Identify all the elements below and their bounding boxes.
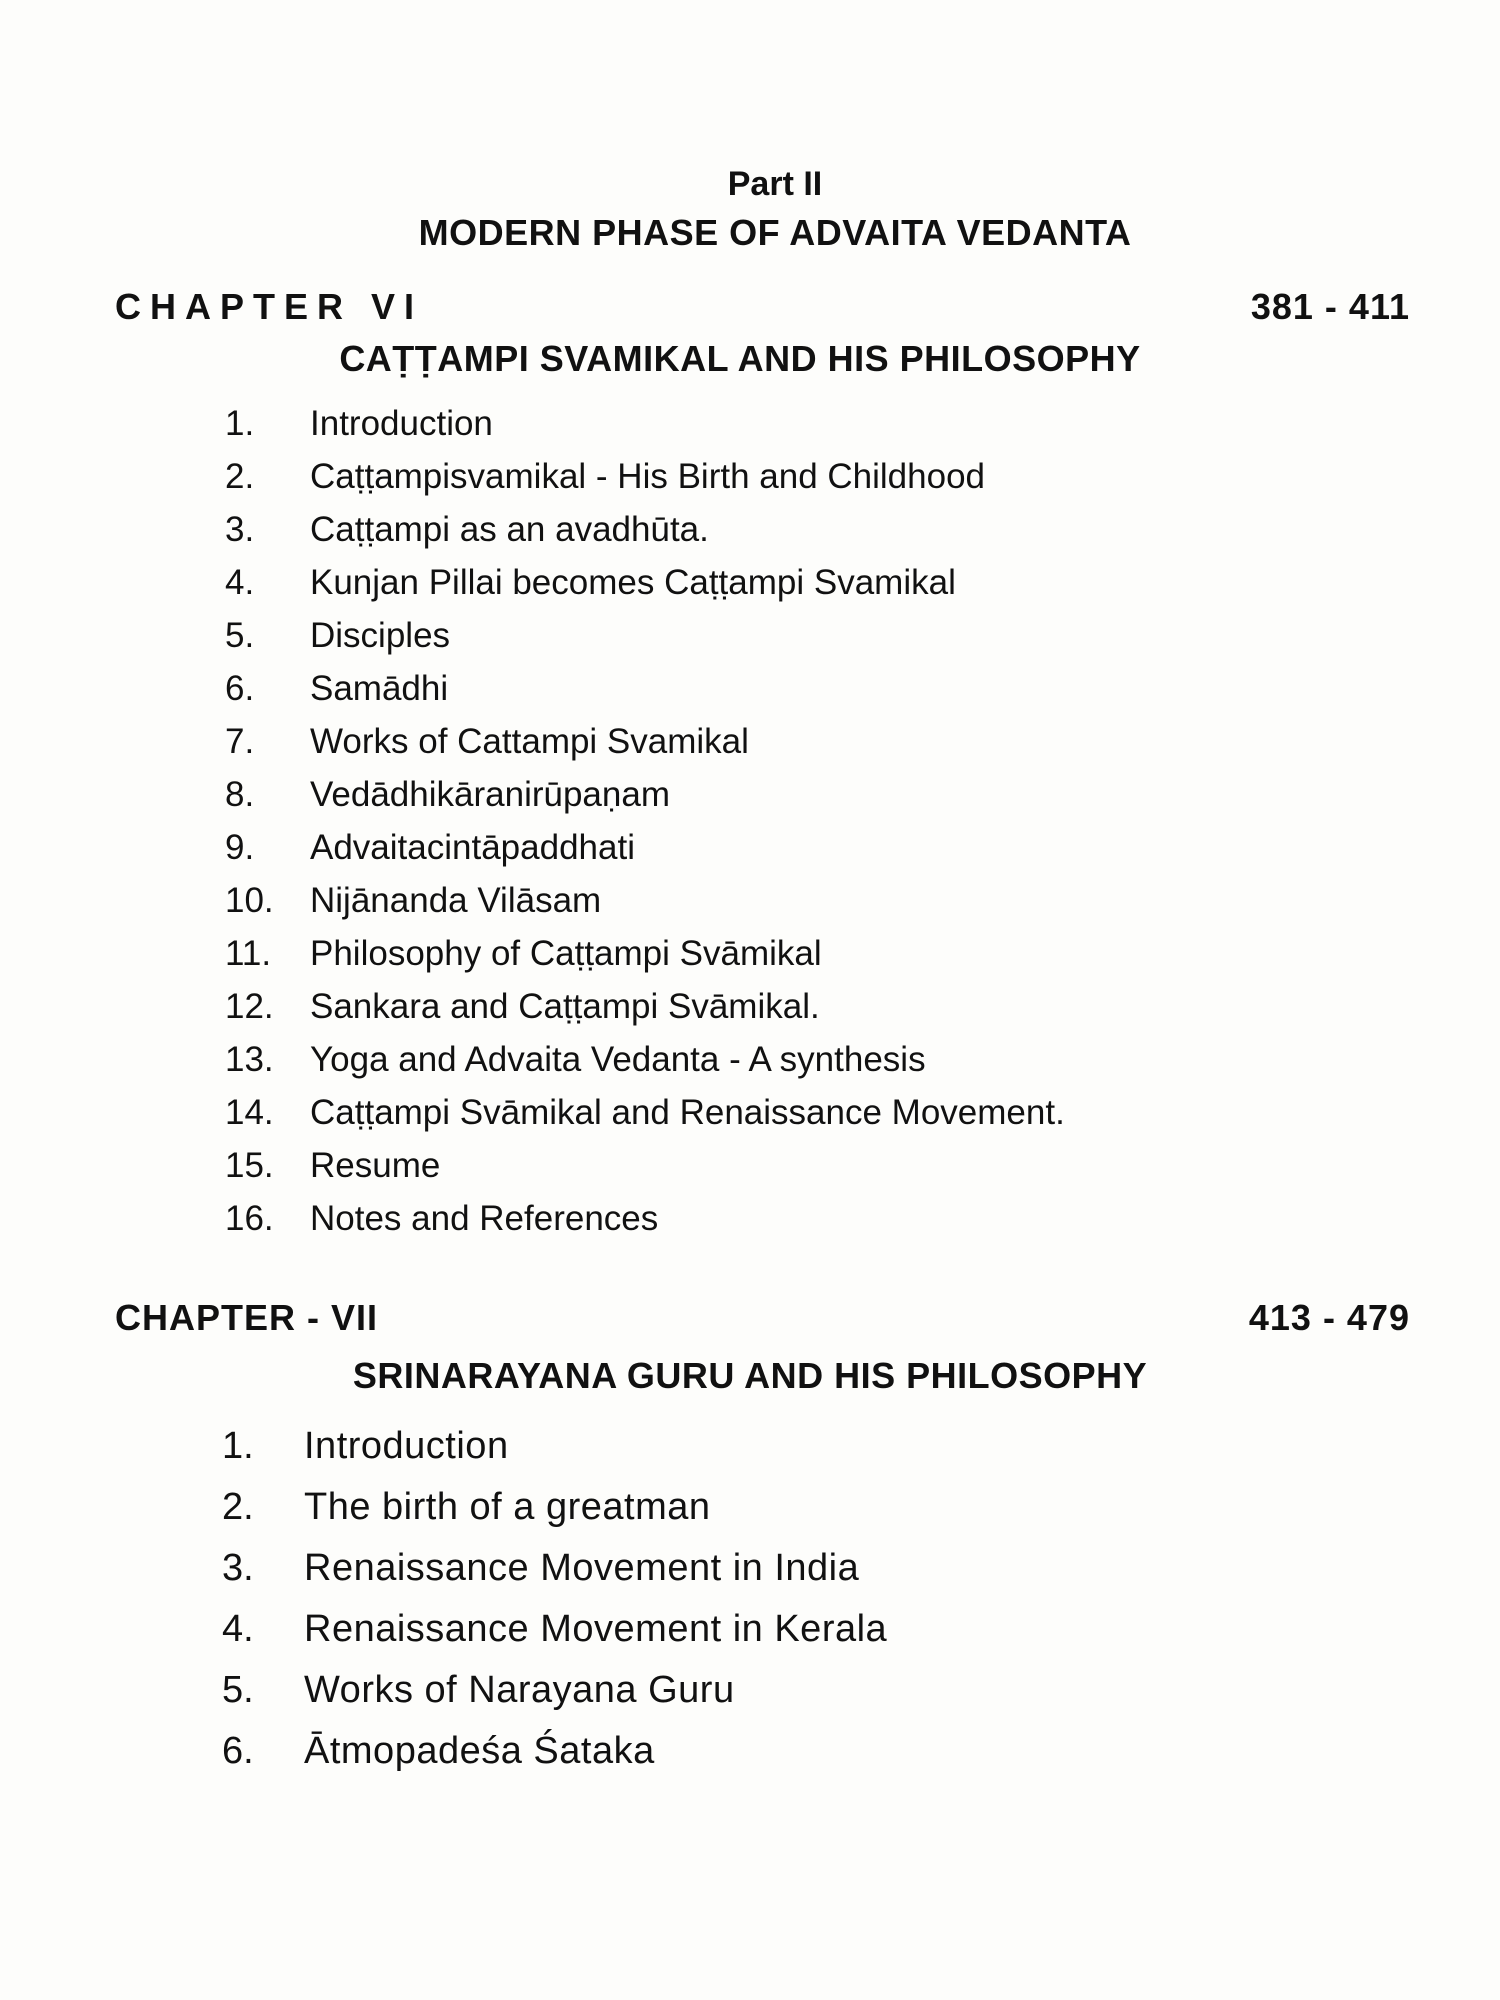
toc-item <box>225 563 1325 616</box>
toc-item-text: Caṭṭampi Svāmikal and Renaissance Movement. <box>310 1093 1065 1132</box>
toc-item-number: 13. <box>225 1040 274 1079</box>
toc-item <box>225 722 1325 775</box>
part-title: MODERN PHASE OF ADVAITA VEDANTA <box>418 212 1132 253</box>
toc-item-number: 6. <box>225 669 255 708</box>
toc-item-text: Ātmopadeśa Śataka <box>304 1730 655 1772</box>
chapter-heading <box>115 1297 1410 1341</box>
toc-item-text: Nijānanda Vilāsam <box>310 881 602 920</box>
toc-item-number: 12. <box>225 987 274 1026</box>
toc-item-number: 15. <box>225 1146 274 1185</box>
toc-item-number: 16. <box>225 1199 274 1238</box>
toc-item <box>222 1547 1322 1608</box>
toc-item <box>225 987 1325 1040</box>
toc-item-text: Caṭṭampi as an avadhūta. <box>310 510 709 549</box>
toc-item-number: 1. <box>225 404 255 443</box>
chapter-title: CAṬṬAMPI SVAMIKAL AND HIS PHILOSOPHY <box>339 338 1141 379</box>
toc-item-number: 9. <box>225 828 255 867</box>
toc-item-text: Notes and References <box>310 1199 659 1238</box>
toc-item-text: Renaissance Movement in India <box>304 1547 860 1589</box>
toc-item-text: Advaitacintāpaddhati <box>310 828 635 867</box>
toc-item-number: 8. <box>225 775 255 814</box>
toc-item-number: 4. <box>225 563 255 602</box>
toc-item <box>225 1040 1325 1093</box>
toc-item-number: 6. <box>222 1730 254 1772</box>
toc-item <box>222 1425 1322 1486</box>
toc-item-number: 10. <box>225 881 274 920</box>
toc-item-text: Philosophy of Caṭṭampi Svāmikal <box>310 934 822 973</box>
toc-item-number: 7. <box>225 722 255 761</box>
toc-item-number: 5. <box>222 1669 254 1711</box>
toc-item <box>222 1730 1322 1791</box>
toc-item-number: 5. <box>225 616 255 655</box>
toc-item-number: 14. <box>225 1093 274 1132</box>
toc-item-text: Vedādhikāranirūpaṇam <box>310 775 670 814</box>
toc-item <box>225 934 1325 987</box>
toc-item-text: Resume <box>310 1146 441 1185</box>
chapter-label: CHAPTER VI <box>115 286 424 327</box>
chapter-page-range: 381 - 411 <box>1250 286 1410 327</box>
toc-item-number: 3. <box>225 510 255 549</box>
toc-item-text: Works of Cattampi Svamikal <box>310 722 749 761</box>
toc-item <box>222 1669 1322 1730</box>
toc-item-text: Introduction <box>310 404 493 443</box>
chapter-label: CHAPTER - VII <box>115 1297 379 1338</box>
toc-item-text: Samādhi <box>310 669 449 708</box>
toc-item <box>225 616 1325 669</box>
chapter-contents-list <box>222 1425 1322 1791</box>
part-label: Part II <box>727 165 823 203</box>
toc-item <box>225 510 1325 563</box>
toc-item-number: 2. <box>225 457 255 496</box>
toc-item-number: 11. <box>225 934 272 973</box>
toc-item <box>225 828 1325 881</box>
toc-item <box>225 881 1325 934</box>
chapter-heading <box>115 286 1410 330</box>
toc-item <box>225 1199 1325 1252</box>
toc-item <box>225 404 1325 457</box>
toc-item-text: Renaissance Movement in Kerala <box>304 1608 888 1650</box>
toc-item-text: The birth of a greatman <box>304 1486 711 1528</box>
toc-item <box>225 669 1325 722</box>
toc-item-number: 3. <box>222 1547 254 1589</box>
toc-item-text: Introduction <box>304 1425 509 1467</box>
toc-item <box>225 775 1325 828</box>
toc-item <box>222 1608 1322 1669</box>
toc-item-text: Works of Narayana Guru <box>304 1669 735 1711</box>
toc-item-text: Disciples <box>310 616 451 655</box>
toc-item <box>222 1486 1322 1547</box>
toc-item-text: Sankara and Caṭṭampi Svāmikal. <box>310 987 820 1026</box>
toc-item-number: 2. <box>222 1486 254 1528</box>
toc-item-text: Yoga and Advaita Vedanta - A synthesis <box>310 1040 926 1079</box>
chapter-title: SRINARAYANA GURU AND HIS PHILOSOPHY <box>352 1355 1148 1396</box>
toc-item <box>225 457 1325 510</box>
toc-item-text: Kunjan Pillai becomes Caṭṭampi Svamikal <box>310 563 956 602</box>
chapter-contents-list <box>225 404 1325 1252</box>
toc-item-number: 1. <box>222 1425 254 1467</box>
toc-item-text: Caṭṭampisvamikal - His Birth and Childhood <box>310 457 985 496</box>
toc-item <box>225 1093 1325 1146</box>
toc-item <box>225 1146 1325 1199</box>
toc-item-number: 4. <box>222 1608 254 1650</box>
chapter-page-range: 413 - 479 <box>1248 1297 1410 1338</box>
